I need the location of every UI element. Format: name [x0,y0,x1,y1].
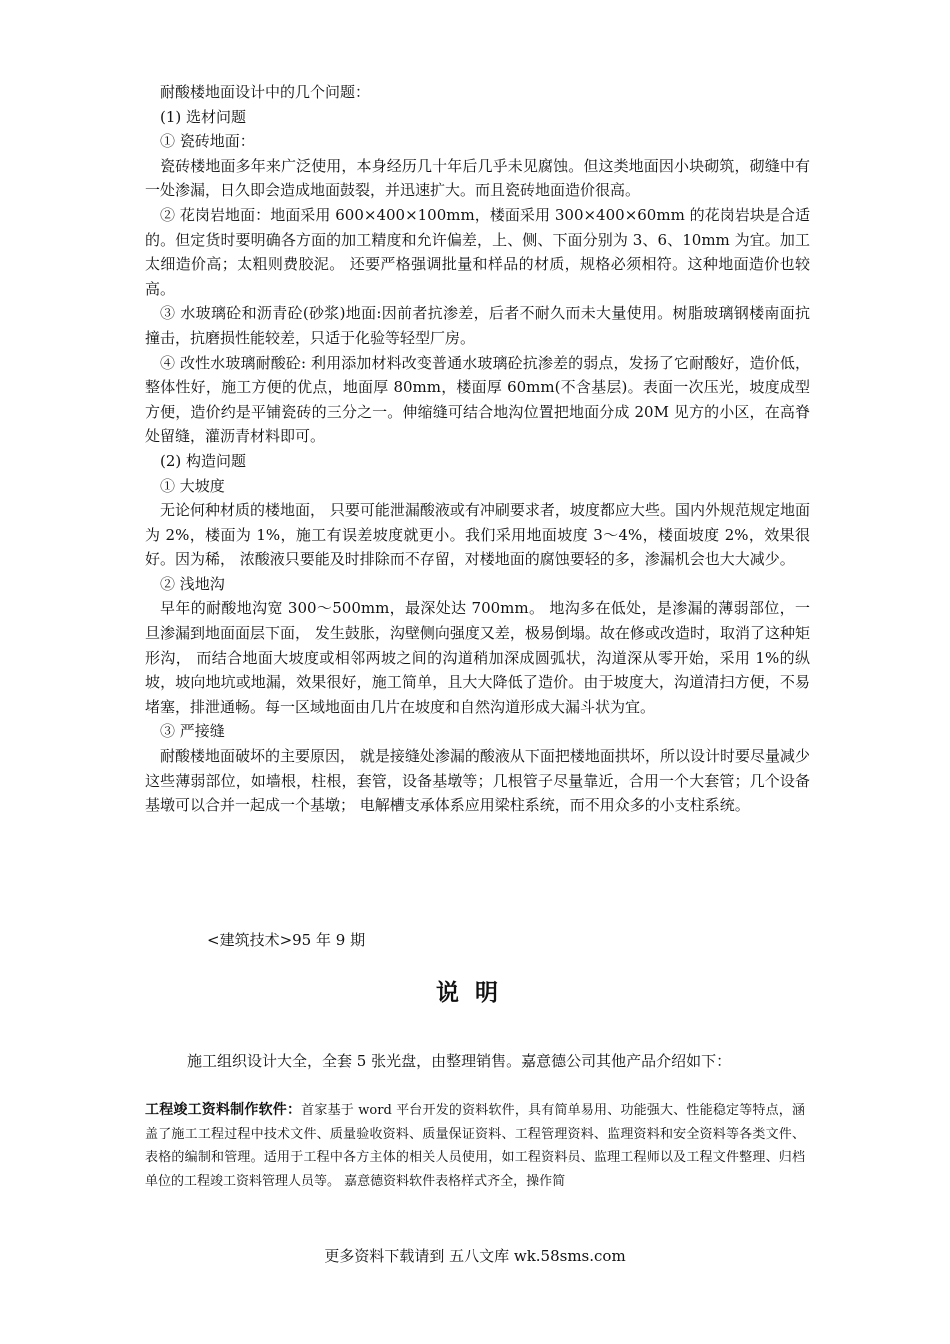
product-description [145,1099,805,1193]
article-paragraph: ③ 严接缝 [160,722,225,741]
product-text: 首家基于 word 平台开发的资料软件，具有简单易用、功能强大、性能稳定等特点，涵盖了施工工程过程中技术文件、质量验收资料、质量保证资料、工程管理资料、监理资料和安全资料等各类文件、表格的编制和管理。适用于工程中各方主体的相关人员使用，如工程资料员、监理工程师以及工程文件整理、归档单位的工程竣工资料管理人员等。 嘉意德资料软件表格样式齐全，操作简 [145,1103,806,1189]
article-paragraph: (1) 选材问题 [160,107,247,126]
notice-title: 说明 [436,980,514,1006]
article-paragraph: ① 瓷砖地面： [160,132,255,151]
footer-link-text[interactable]: 更多资料下载请到 五八文库 wk.58sms.com [324,1247,626,1265]
article-paragraph: 早年的耐酸地沟宽 300～500mm，最深处达 700mm。 地沟多在低处，是渗漏的薄弱部位，一旦渗漏到地面面层下面， 发生鼓胀，沟壁侧向强度又差，极易倒塌。故在修或改造时，取消了这种矩形沟， 而结合地面大坡度或相邻两坡之间的沟道稍加深成圆弧状，沟道深从零开始，采用 1%的纵坡，坡向地坑或地漏，效果很好，施工简单，且大大降低了造价。由于坡度大，沟道清扫方便，不易堵塞，排泄通畅。每一区域地面由几片在坡度和自然沟道形成大漏斗状为宜。 [145,599,810,716]
notice-intro: 施工组织设计大全，全套 5 张光盘，由整理销售。嘉意德公司其他产品介绍如下： [187,1052,732,1070]
article-body [145,80,810,818]
article-paragraph: ④ 改性水玻璃耐酸砼: 利用添加材料改变普通水玻璃砼抗渗差的弱点，发扬了它耐酸好，造价低，整体性好，施工方便的优点，地面厚 80mm，楼面厚 60mm(不含基层)。表面一次压光，坡度成型方便，造价约是平铺瓷砖的三分之一。伸缩缝可结合地沟位置把地面分成 20M 见方的小区，在高脊处留缝，灌沥青材料即可。 [145,353,810,446]
article-paragraph: ③ 水玻璃砼和沥青砼(砂浆)地面:因前者抗渗差，后者不耐久而未大量使用。树脂玻璃钢楼南面抗撞击，抗磨损性能较差，只适于化验等轻型厂房。 [145,304,810,347]
article-paragraph: 瓷砖楼地面多年来广泛使用，本身经历几十年后几乎未见腐蚀。但这类地面因小块砌筑，砌缝中有一处渗漏，日久即会造成地面鼓裂，并迅速扩大。而且瓷砖地面造价很高。 [145,156,810,200]
product-label: 工程竣工资料制作软件： [145,1102,302,1118]
article-paragraph: 耐酸楼地面破坏的主要原因， 就是接缝处渗漏的酸液从下面把楼地面拱坏，所以设计时要尽量减少这些薄弱部位，如墙根，柱根，套管，设备基墩等；几根管子尽量靠近，合用一个大套管；几个设备基墩可以合并一起成一个基墩； 电解槽支承体系应用梁柱系统，而不用众多的小支柱系统。 [145,747,810,815]
article-paragraph: ① 大坡度 [160,476,225,495]
article-paragraph: ② 浅地沟 [160,574,225,593]
article-paragraph: ② 花岗岩地面：地面采用 600×400×100mm，楼面采用 300×400×60mm 的花岗岩块是合适的。但定货时要明确各方面的加工精度和允许偏差，上、侧、下面分别为 3、6、10mm 为宜。加工太细造价高；太粗则费胶泥。 还要严格强调批量和样品的材质，规格必须相符。这种地面造价也较高。 [145,205,810,298]
article-paragraph: 耐酸楼地面设计中的几个问题： [160,83,371,101]
article-paragraph: (2) 构造问题 [160,451,247,470]
article-source: <建筑技术>95 年 9 期 [207,931,366,949]
article-paragraph: 无论何种材质的楼地面， 只要可能泄漏酸液或有冲刷要求者，坡度都应大些。国内外规范规定地面为 2%，楼面为 1%，施工有误差坡度就更小。我们采用地面坡度 3～4%，楼面坡度 2%，效果很好。因为稀， 浓酸液只要能及时排除而不存留，对楼地面的腐蚀要轻的多，渗漏机会也大大减少。 [145,501,810,569]
